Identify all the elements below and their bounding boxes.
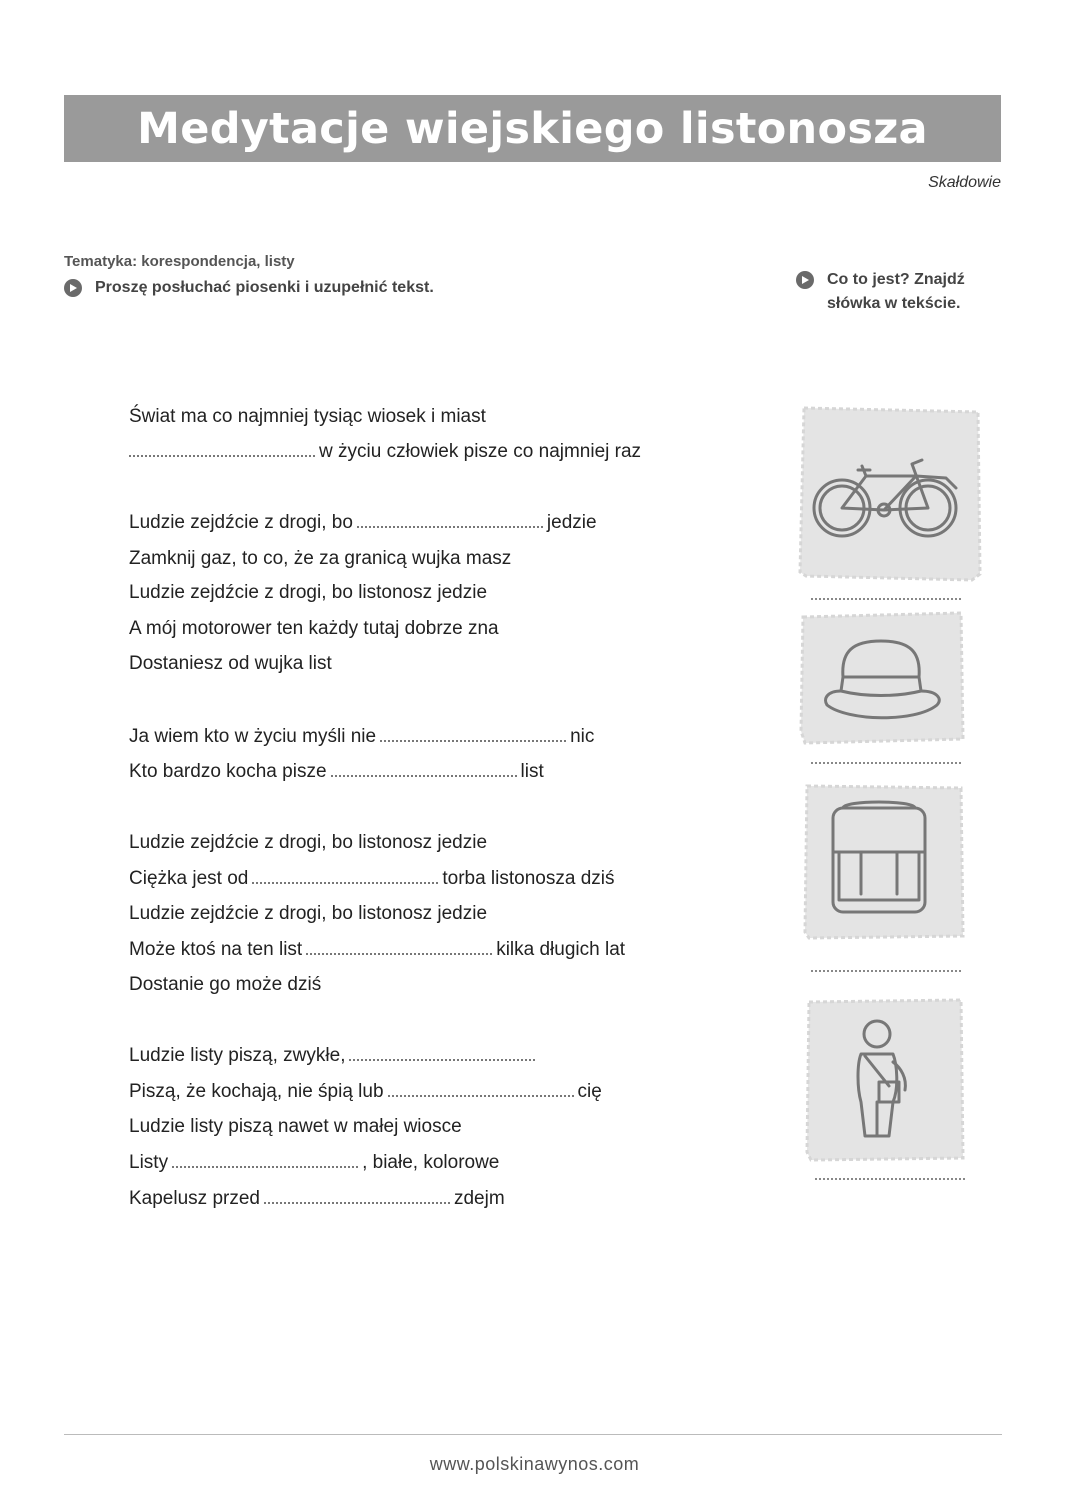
lyric-text: Ludzie zejdźcie z drogi, bo listonosz jedzie <box>129 903 488 924</box>
lyric-text: Może ktoś na ten list <box>129 939 303 960</box>
lyric-text: Piszą, że kochają, nie śpią lub <box>129 1081 384 1102</box>
lyric-line <box>129 1184 505 1214</box>
lyric-line <box>129 614 499 644</box>
fill-in-blank[interactable] <box>388 1079 574 1097</box>
lyric-text: Ludzie zejdźcie z drogi, bo listonosz jedzie <box>129 582 488 603</box>
lyric-line <box>129 578 487 608</box>
fill-in-blank[interactable] <box>264 1186 450 1204</box>
lyric-text: A mój motorower ten każdy tutaj dobrze zna <box>129 618 499 639</box>
hat-icon <box>797 611 967 746</box>
fill-in-blank[interactable] <box>306 937 492 955</box>
arrow-bullet-icon <box>64 279 82 297</box>
fill-in-blank[interactable] <box>331 759 517 777</box>
stamp-mailbag <box>803 782 965 942</box>
stamp-hat <box>797 611 967 746</box>
lyric-line <box>129 1112 462 1142</box>
lyric-text: nic <box>570 726 595 747</box>
lyric-line <box>129 828 487 858</box>
fill-in-blank[interactable] <box>357 510 543 528</box>
lyric-line <box>129 864 615 894</box>
answer-line-2[interactable] <box>811 762 961 764</box>
instruction-left-text: Proszę posłuchać piosenki i uzupełnić tekst. <box>95 279 434 296</box>
fill-in-blank[interactable] <box>172 1150 358 1168</box>
postman-icon <box>805 998 965 1163</box>
answer-line-3[interactable] <box>811 970 961 972</box>
lyric-line <box>129 757 544 787</box>
lyric-text: Kapelusz przed <box>129 1188 260 1209</box>
author: Skałdowie <box>928 174 1001 191</box>
fill-in-blank[interactable] <box>129 439 315 457</box>
answer-line-1[interactable] <box>811 598 961 600</box>
footer-rule <box>64 1434 1002 1435</box>
lyric-text: Zamknij gaz, to co, że za granicą wujka masz <box>129 548 512 569</box>
bicycle-icon <box>796 404 986 584</box>
lyric-text: zdejm <box>453 1188 505 1209</box>
instruction-right <box>796 268 1007 316</box>
lyric-line <box>129 1077 602 1107</box>
lyric-line <box>129 437 641 467</box>
mailbag-icon <box>803 782 965 942</box>
lyric-line <box>129 970 321 1000</box>
lyric-text: Ludzie zejdźcie z drogi, bo <box>129 512 353 533</box>
footer-url: www.polskinawynos.com <box>429 1454 640 1474</box>
topic: Tematyka: korespondencja, listy <box>64 253 295 270</box>
lyric-text: kilka długich lat <box>496 939 626 960</box>
lyric-text: Ludzie zejdźcie z drogi, bo listonosz jedzie <box>129 832 488 853</box>
lyric-text: Ludzie listy piszą, zwykłe, <box>129 1045 346 1066</box>
stamp-postman <box>805 998 965 1163</box>
arrow-bullet-icon <box>796 271 814 289</box>
lyric-text: Dostaniesz od wujka list <box>129 653 332 674</box>
lyric-text: jedzie <box>546 512 597 533</box>
instruction-left <box>64 276 434 300</box>
title-bar <box>64 95 1001 162</box>
lyric-text: list <box>520 761 544 782</box>
lyric-text: Listy <box>129 1152 169 1173</box>
stamp-bicycle <box>796 404 986 584</box>
fill-in-blank[interactable] <box>380 724 566 742</box>
lyric-text: cię <box>577 1081 602 1102</box>
lyric-text: torba listonosza dziś <box>442 868 615 889</box>
lyric-text: , białe, kolorowe <box>362 1152 500 1173</box>
fill-in-blank[interactable] <box>252 866 438 884</box>
lyric-text: Ja wiem kto w życiu myśli nie <box>129 726 377 747</box>
lyric-line <box>129 649 332 679</box>
fill-in-blank[interactable] <box>349 1043 535 1061</box>
lyric-text: Dostanie go może dziś <box>129 974 322 995</box>
lyric-line <box>129 1148 499 1178</box>
lyric-text: w życiu człowiek pisze co najmniej raz <box>319 441 642 462</box>
lyric-line <box>129 544 511 574</box>
lyric-text: Kto bardzo kocha pisze <box>129 761 327 782</box>
lyric-text: Świat ma co najmniej tysiąc wiosek i miast <box>129 406 486 427</box>
lyric-line <box>129 508 597 538</box>
lyric-line <box>129 899 487 929</box>
lyric-text: Ciężka jest od <box>129 868 249 889</box>
lyric-line <box>129 402 486 432</box>
instruction-right-text: Co to jest? Znajdź słówka w tekście. <box>827 271 965 312</box>
lyric-line <box>129 722 594 752</box>
lyric-line <box>129 1041 539 1071</box>
page-title: Medytacje wiejskiego listonosza <box>137 103 928 154</box>
answer-line-4[interactable] <box>815 1178 965 1180</box>
lyric-text: Ludzie listy piszą nawet w małej wiosce <box>129 1116 462 1137</box>
lyric-line <box>129 935 625 965</box>
